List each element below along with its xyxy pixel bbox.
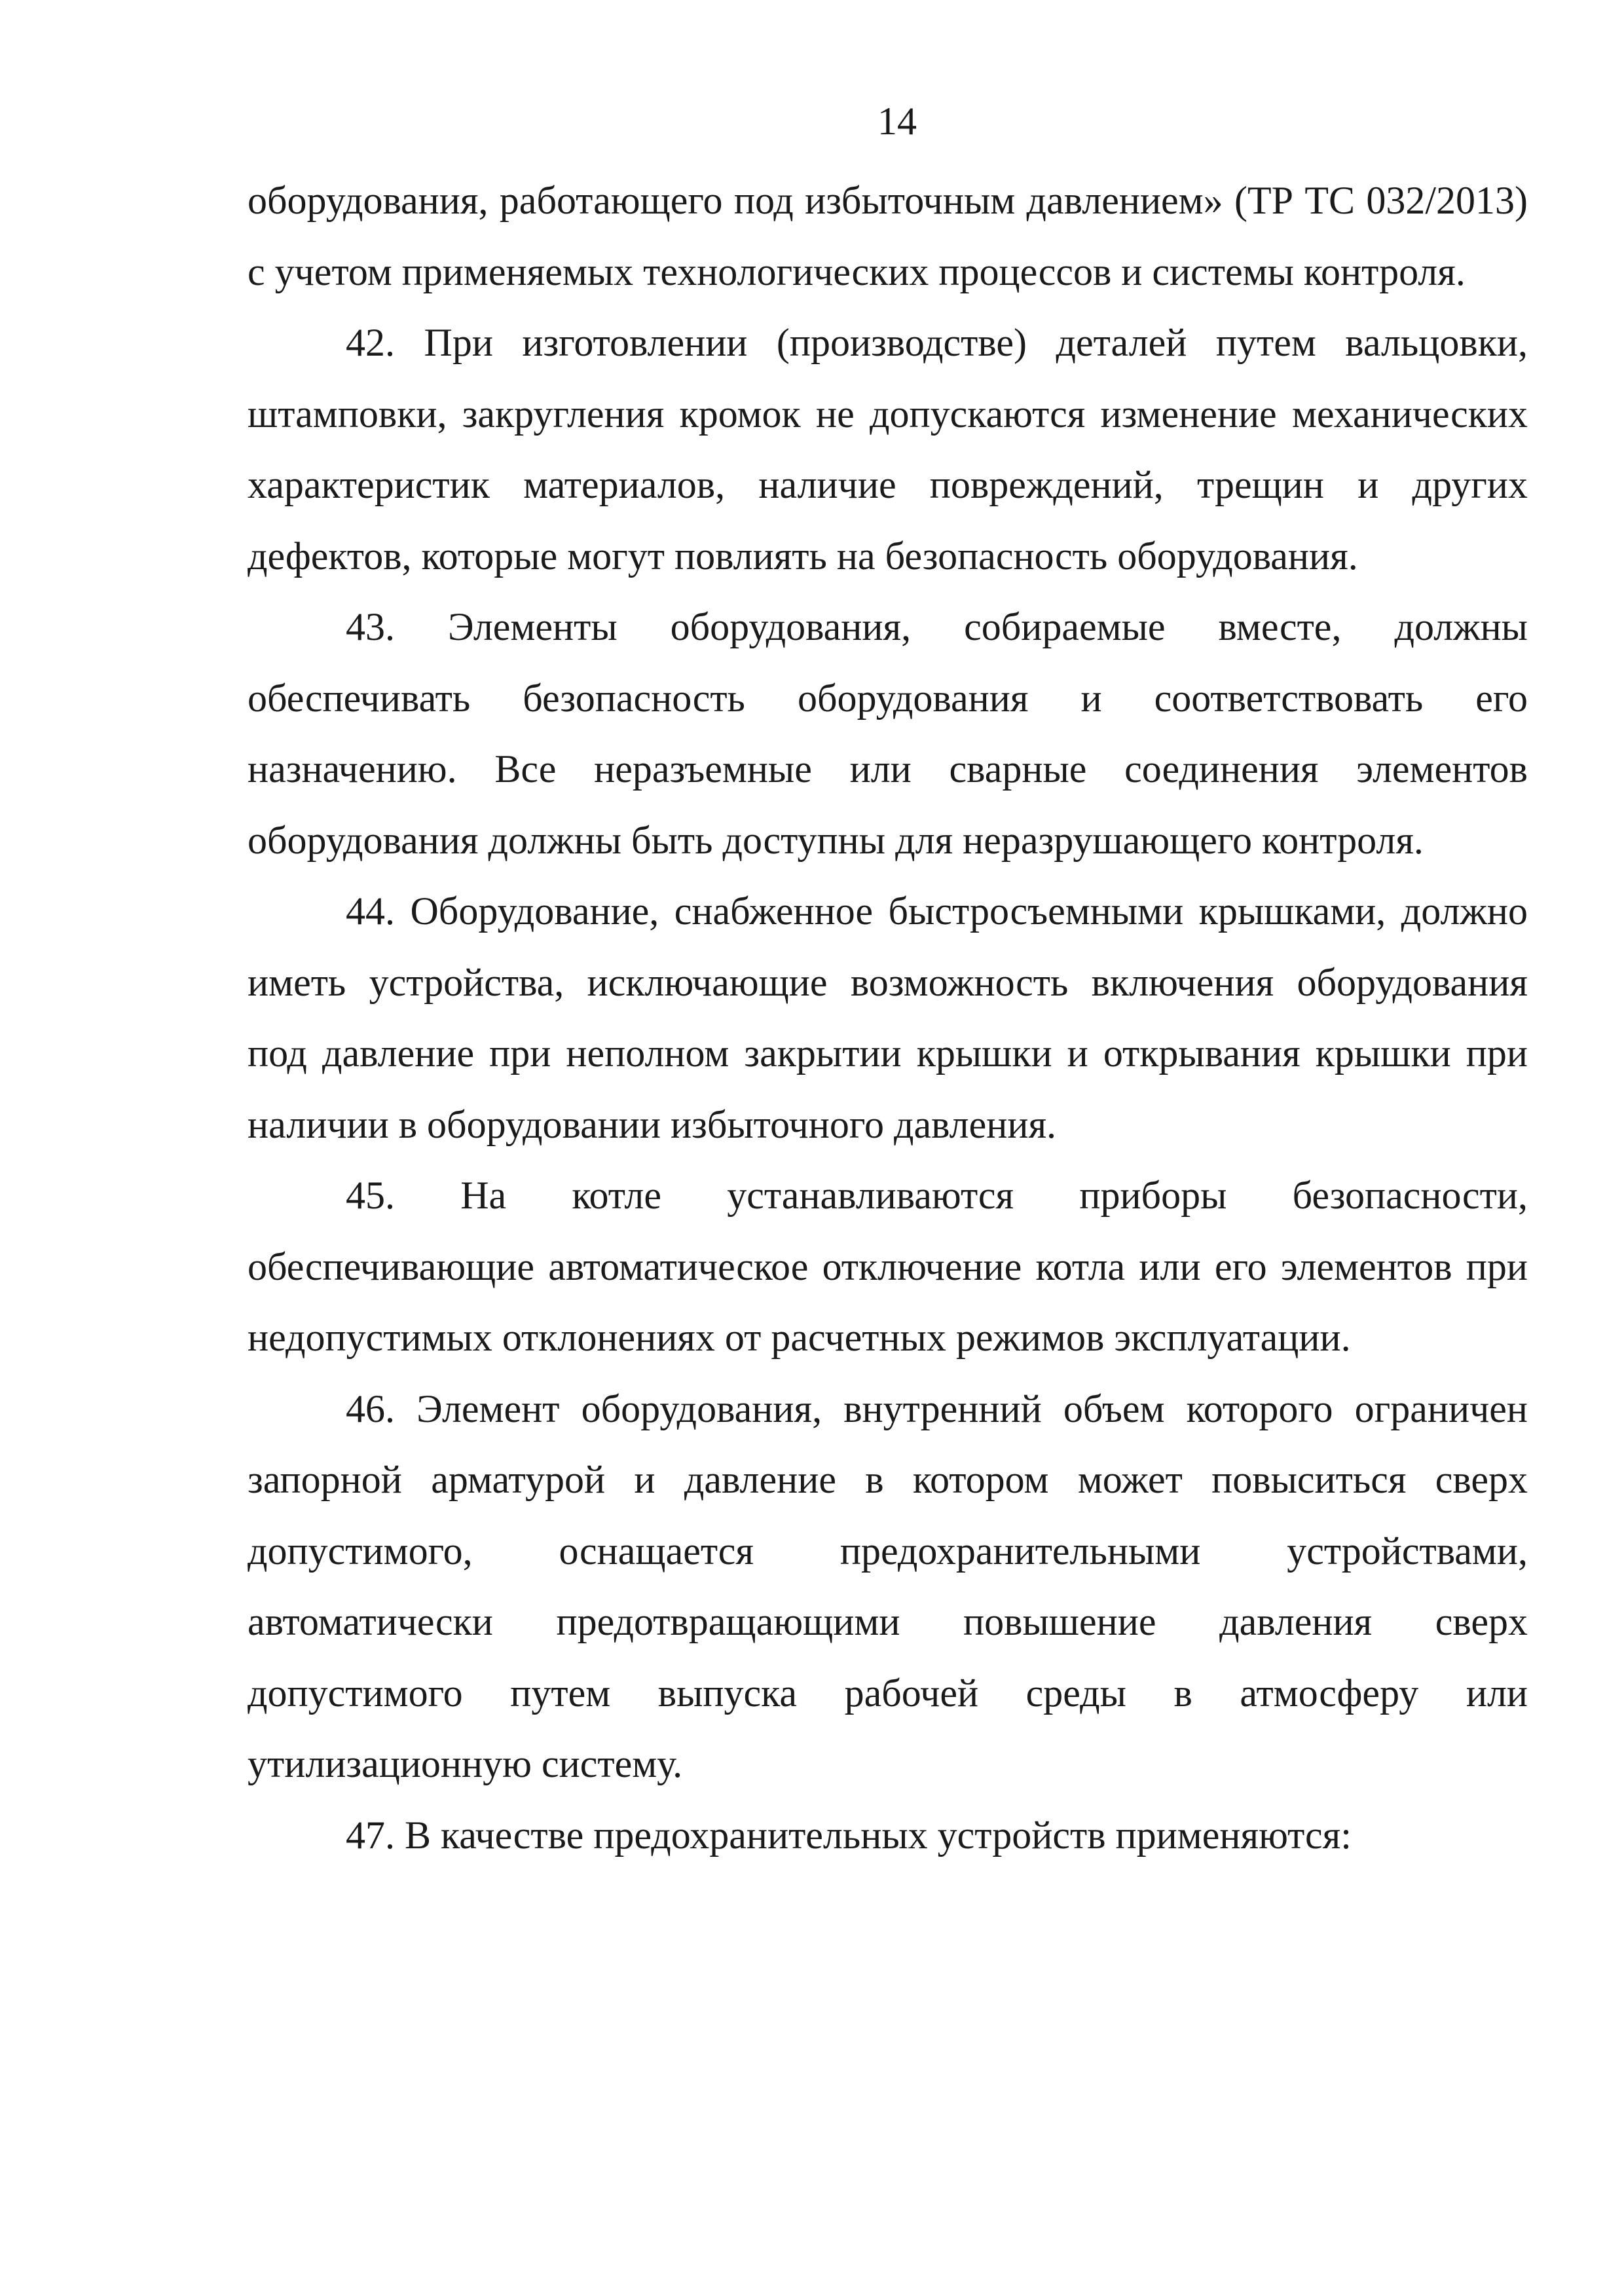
paragraph-43: 43. Элементы оборудования, собираемые вместе, должны обеспечивать безопасность оборудования и соответствовать его назначению. Все неразъемные или сварные соединения элементов оборудования должны быть доступны для неразрушающего контроля. (248, 605, 1528, 862)
page-number: 14 (877, 100, 917, 143)
paragraph-47: 47. В качестве предохранительных устройств применяются: (346, 1813, 1352, 1857)
paragraph-45: 45. На котле устанавливаются приборы безопасности, обеспечивающие автоматическое отключение котла или его элементов при недопустимых отклонениях от расчетных режимов эксплуатации. (248, 1174, 1528, 1359)
document-body (248, 165, 1528, 1871)
paragraph-continuation: оборудования, работающего под избыточным давлением» (ТР ТС 032/2013) с учетом применяемых технологических процессов и системы контроля. (248, 179, 1528, 293)
paragraph-46: 46. Элемент оборудования, внутренний объем которого ограничен запорной арматурой и давление в котором может повыситься сверх допустимого, оснащается предохранительными устройствами, автоматически предотвращающими повышение давления сверх допустимого путем выпуска рабочей среды в атмосферу или утилизационную систему. (248, 1387, 1528, 1785)
paragraph-44: 44. Оборудование, снабженное быстросъемными крышками, должно иметь устройства, исключающие возможность включения оборудования под давление при неполном закрытии крышки и открывания крышки при наличии в оборудовании избыточного давления. (248, 889, 1528, 1146)
paragraph-42: 42. При изготовлении (производстве) деталей путем вальцовки, штамповки, закругления кромок не допускаются изменение механических характеристик материалов, наличие повреждений, трещин и других дефектов, которые могут повлиять на безопасность оборудования. (248, 321, 1528, 578)
